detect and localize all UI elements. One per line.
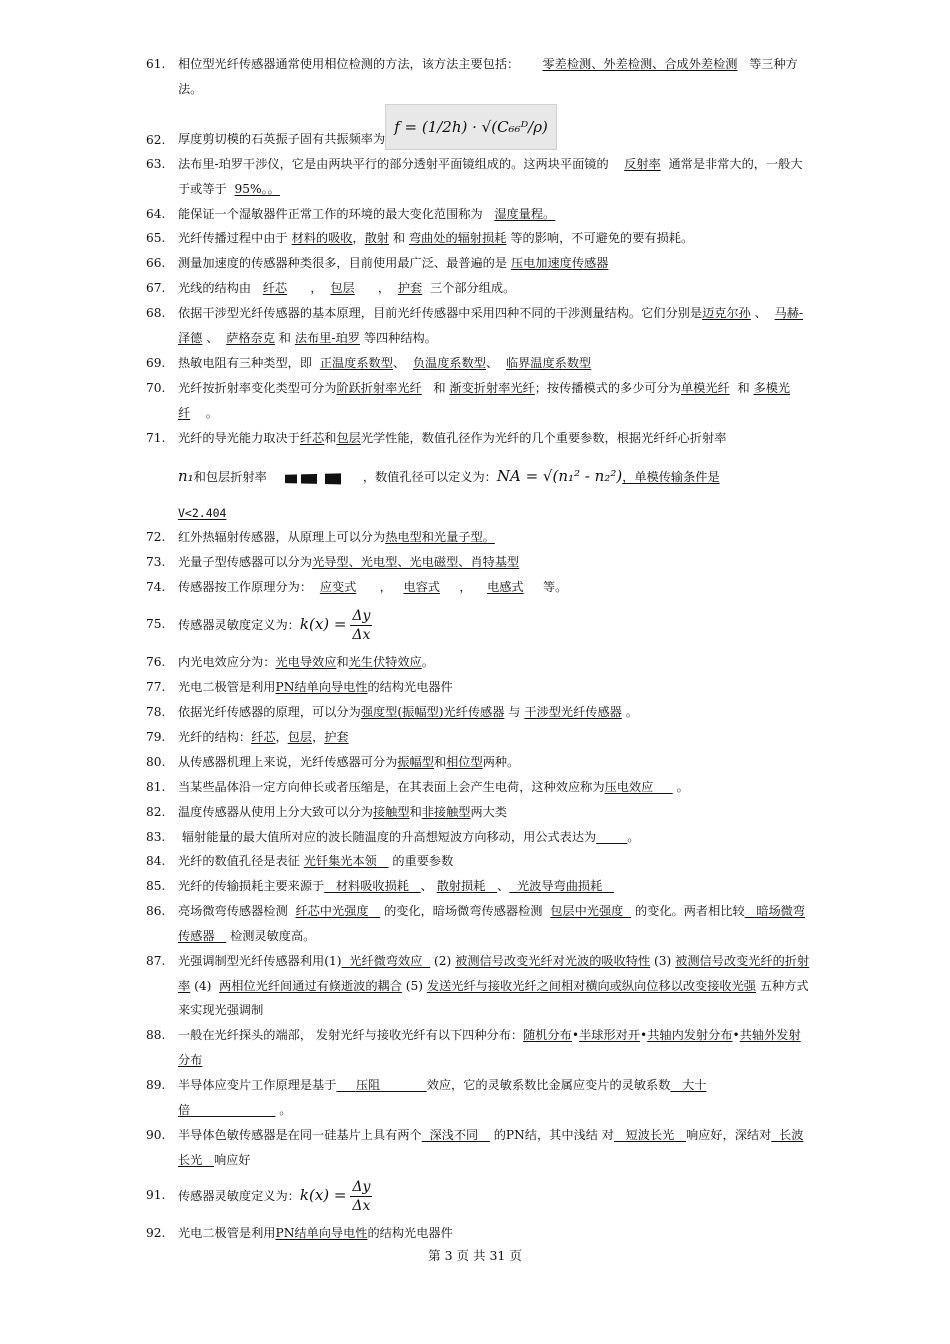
question-text: (2) xyxy=(434,954,452,968)
answer-text: 发送光纤与接收光纤之间相对横向或纵向位移以改变接收光强 xyxy=(426,978,756,993)
answer-text: V<2.404 xyxy=(178,506,227,520)
answer-text: 光电导效应 xyxy=(275,655,337,669)
question-text: 光纤的结构： xyxy=(178,730,252,744)
item-number: 80. xyxy=(146,755,166,769)
fraction xyxy=(350,607,372,644)
answer-text: 渐变折射率光纤 xyxy=(449,381,535,395)
answer-text: 包层 xyxy=(330,281,355,295)
question-text: 。 xyxy=(676,780,689,794)
question-text: 等的影响，不可避免的要有损耗。 xyxy=(510,231,694,245)
item-number: 72. xyxy=(146,530,166,544)
item-number: 83. xyxy=(146,830,166,844)
list-item xyxy=(146,1221,810,1246)
answer-text: 光波导弯曲损耗 xyxy=(517,879,603,893)
question-text: 光纤的数值孔径是表征 xyxy=(178,854,300,868)
list-item: 80. 从传感器机理上来说，光纤传感器可分为振幅型和相位型两种。 xyxy=(146,750,810,775)
item-number: 85. xyxy=(146,879,166,893)
answer-text: 压电效应 xyxy=(604,780,654,794)
answer-text: 阶跃折射率光纤 xyxy=(336,381,422,395)
question-text: 测量加速度的传感器种类很多，目前使用最广泛、最普遍的是 xyxy=(178,256,508,270)
question-text: 从传感器机理上来说，光纤传感器可分为 xyxy=(178,755,398,769)
answer-text: 被测信号改变光纤对光波的吸收特性 xyxy=(455,954,651,968)
question-text: 传感器灵敏度定义为： xyxy=(178,618,300,632)
list-item: 65. 光纤传播过程中由于 材料的吸收，散射 和 弯曲处的辐射损耗 等的影响，不可避免的要有损耗。 xyxy=(146,226,810,251)
item-number: 71. xyxy=(146,431,166,445)
answer-text: 压电加速度传感器 xyxy=(510,256,609,270)
list-item: 85. 光纤的传输损耗主要来源于 材料吸收损耗 、 散射损耗 、 光波导弯曲损耗 xyxy=(146,874,810,899)
list-item xyxy=(146,251,810,276)
answer-text: 护套 xyxy=(324,730,349,744)
question-text: 检测灵敏度高。 xyxy=(230,928,316,943)
item-number: 62. xyxy=(146,133,166,147)
question-text: 光纤按折射率变化类型可分为 xyxy=(178,381,337,395)
answer-text: 振幅型 xyxy=(397,755,434,769)
answer-text: 马赫-泽德 xyxy=(178,306,804,345)
answer-text: 材料吸收损耗 xyxy=(335,879,409,893)
answer-text: 纤芯 xyxy=(262,281,288,295)
question-text: 辐射能量的最大值所对应的波长随温度的升高想短波方向移动，用公式表达为 xyxy=(181,830,597,844)
question-text: (3) xyxy=(654,954,672,968)
list-item xyxy=(146,202,810,227)
item-number: 68. xyxy=(146,306,166,320)
answer-text: 共轴外发射分布 xyxy=(178,1028,801,1067)
numerator: Δy xyxy=(352,608,371,624)
list-item: 70. 光纤按折射率变化类型可分为阶跃折射率光纤 和 渐变折射率光纤；按传播模式的多少可分为单模光纤 和 多模光纤 。 xyxy=(146,376,810,425)
answer-text: 包层中光强度 xyxy=(550,904,624,918)
answer-text: 大十倍 xyxy=(178,1078,707,1117)
question-text: 亮场微弯传感器检测 xyxy=(178,904,288,918)
item-number: 65. xyxy=(146,231,166,245)
fraction xyxy=(350,1178,372,1215)
answer-text: 电感式 xyxy=(487,580,524,594)
answer-text: 压阻 xyxy=(355,1078,381,1092)
list-item xyxy=(146,52,810,101)
question-text: 五种方式来实现光强调制 xyxy=(178,978,809,1017)
formula: k(x) = xyxy=(299,1186,347,1204)
item-number: 79. xyxy=(146,730,166,744)
question-text: 光纤传播过程中由于 xyxy=(178,231,288,245)
answer-text: PN结单向导电性 xyxy=(275,680,368,694)
question-text: 厚度剪切模的石英振子固有共振频率为 xyxy=(178,131,386,146)
formula: NA = √(n₁² - n₂²) xyxy=(496,467,623,485)
item-number: 77. xyxy=(146,680,166,694)
list-item: 74. 传感器按工作原理分为： 应变式 ， 电容式 ， 电感式 等。 xyxy=(146,575,810,600)
question-text: ，单模传输条件是 xyxy=(622,470,720,484)
question-text: 光电二极管是利用 xyxy=(178,680,276,694)
answer-text: 单模光纤 xyxy=(681,381,730,395)
answer-text: 光生伏特效应 xyxy=(348,655,422,669)
answer-text: 散射 xyxy=(364,231,390,245)
answer-text: 护套 xyxy=(397,281,423,295)
formula: k(x) = xyxy=(299,615,347,633)
question-text: 的结构光电器件 xyxy=(367,1226,453,1240)
item-number: 84. xyxy=(146,854,166,868)
list-item xyxy=(146,1123,810,1172)
answer-text: 多模光纤 xyxy=(178,381,791,420)
list-item xyxy=(146,1073,810,1122)
item-number: 73. xyxy=(146,555,166,569)
answer-text: 光导型、光电型、光电磁型、肖特基型 xyxy=(312,555,520,569)
question-text: 热敏电阻有三种类型，即 xyxy=(178,356,313,370)
question-text: 和包层折射率 xyxy=(193,470,267,484)
item-number: 74. xyxy=(146,580,166,594)
item-number: 81. xyxy=(146,780,166,794)
question-text: 。 xyxy=(625,705,638,719)
math-symbol: n₁ xyxy=(178,467,194,485)
answer-text: 弯曲处的辐射损耗 xyxy=(409,231,507,245)
answer-text: 包层 xyxy=(336,431,361,445)
denominator: Δx xyxy=(352,1198,371,1214)
question-text: 三个部分组成。 xyxy=(430,281,516,295)
answer-text: 光纤微弯效应 xyxy=(349,954,423,968)
answer-text: 散射损耗 xyxy=(436,879,486,893)
answer-text: 深浅不同 xyxy=(429,1128,479,1142)
answer-text: 正温度系数型 xyxy=(319,356,393,370)
question-text: 光电二极管是利用 xyxy=(178,1226,276,1240)
answer-text: 暗场微弯传感器 xyxy=(178,904,806,943)
item-number: 64. xyxy=(146,207,166,221)
answer-text: 热电型和光量子型。 xyxy=(385,530,495,544)
question-text: 当某些晶体沿一定方向伸长或者压缩是，在其表面上会产生电荷，这种效应称为 xyxy=(178,780,605,794)
list-item xyxy=(146,675,810,700)
list-item: 67. 光线的结构由 纤芯 ， 包层 ， 护套 三个部分组成。 xyxy=(146,276,810,301)
answer-text: 萨格奈克 xyxy=(226,330,275,345)
denominator: Δx xyxy=(352,627,371,643)
question-text: 等三种方法。 xyxy=(178,57,798,96)
item-number: 75. xyxy=(146,617,166,631)
item-number: 61. xyxy=(146,57,166,71)
answer-text: 应变式 xyxy=(319,580,357,594)
question-text: 光纤的导光能力取决于 xyxy=(178,431,300,445)
list-item xyxy=(146,775,810,800)
item-number: 92. xyxy=(146,1226,166,1240)
answer-text: 半球形对开 xyxy=(579,1028,641,1042)
question-text: 的PN结，其中浅结 对 xyxy=(493,1128,614,1142)
answer-text: PN结单向导电性 xyxy=(275,1226,368,1240)
answer-blank xyxy=(596,830,627,844)
answer-text: 湿度量程。 xyxy=(494,207,556,221)
question-text: 光学性能，数值孔径作为光纤的几个重要参数，根据光纤纤心折射率 xyxy=(360,431,727,445)
question-text: 。 xyxy=(627,830,640,844)
answer-text: 电容式 xyxy=(403,580,440,594)
question-text: 红外热辐射传感器，从原理上可以分为 xyxy=(178,530,386,544)
answer-text: 干涉型光纤传感器 xyxy=(524,705,622,719)
list-item-continuation xyxy=(146,462,810,491)
answer-text: 相位型 xyxy=(446,755,483,769)
question-text: 能保证一个湿敏器件正常工作的环境的最大变化范围称为 xyxy=(178,207,483,221)
question-text: 的变化，暗场微弯传感器检测 xyxy=(384,904,543,918)
answer-text: 法布里-珀罗 xyxy=(294,330,360,345)
garbled-symbol-image xyxy=(285,471,345,485)
page-footer: 第 3 页 共 31 页 xyxy=(428,1248,522,1263)
answer-text: 材料的吸收 xyxy=(291,231,353,245)
numerator: Δy xyxy=(352,1179,371,1195)
question-text: 响应好 xyxy=(214,1152,251,1167)
answer-text: 共轴内发射分布 xyxy=(647,1028,733,1042)
answer-text: 纤芯 xyxy=(299,431,325,445)
list-item xyxy=(146,1173,810,1218)
answer-text: 95%。。 xyxy=(234,181,280,196)
item-number: 78. xyxy=(146,705,166,719)
question-text: 通常是非常大的，一般大于或等于 xyxy=(178,157,803,196)
answer-text: 迈克尔孙 xyxy=(702,306,751,320)
question-text: 的变化。两者相比较 xyxy=(635,904,745,918)
question-text: 光强调制型光纤传感器利用(1) xyxy=(178,954,342,968)
answer-text: 两相位光纤间通过有倏逝波的耦合 xyxy=(219,978,402,993)
answer-text: 随机分布 xyxy=(523,1028,572,1042)
question-text: (5) xyxy=(405,978,424,993)
list-item xyxy=(146,152,810,201)
question-text: 温度传感器从使用上分大致可以分为 xyxy=(178,805,373,819)
question-text: 依据干涉型光纤传感器的基本原理，目前光纤传感器中采用四种不同的干涉测量结构。它们分别是 xyxy=(178,306,703,320)
question-text: 。 xyxy=(421,655,434,669)
item-number: 66. xyxy=(146,256,166,270)
question-text: ，数值孔径可以定义为： xyxy=(362,470,497,484)
list-item xyxy=(146,104,810,150)
answer-text: 纤芯 xyxy=(251,730,276,744)
list-item xyxy=(146,849,810,874)
question-text: 光量子型传感器可以分为 xyxy=(178,555,313,569)
item-number: 88. xyxy=(146,1028,166,1042)
list-item xyxy=(146,602,810,647)
answer-text: 临界温度系数型 xyxy=(505,356,592,370)
question-text: 。 xyxy=(205,405,218,420)
answer-text: 反射率 xyxy=(624,157,661,171)
question-text: 的结构光电器件 xyxy=(367,680,453,694)
question-text: (4) xyxy=(194,978,212,993)
list-item: 68. 依据干涉型光纤传感器的基本原理，目前光纤传感器中采用四种不同的干涉测量结构。它们分别是迈克尔孙 、 马赫-泽德 、 萨格奈克 和 法布里-珀罗 等四种结构。 xyxy=(146,301,810,350)
list-item xyxy=(146,825,810,850)
item-number: 91. xyxy=(146,1188,166,1202)
question-text: 两大类 xyxy=(470,805,508,819)
answer-text: 光钎集光本领 xyxy=(303,854,377,868)
answer-text: 纤芯中光强度 xyxy=(295,904,369,918)
list-item xyxy=(146,550,810,575)
item-number: 86. xyxy=(146,904,166,918)
item-number: 70. xyxy=(146,381,166,395)
item-number: 82. xyxy=(146,805,166,819)
question-text: 响应好，深结对 xyxy=(686,1128,772,1142)
list-item: 88. 一般在光纤探头的端部， 发射光纤与接收光纤有以下四种分布：随机分布•半球形对开•共轴内发射分布•共轴外发射分布 xyxy=(146,1023,810,1072)
answer-text: 被测信号改变光纤的折射率 xyxy=(178,954,810,993)
item-number: 76. xyxy=(146,655,166,669)
question-text: 传感器灵敏度定义为： xyxy=(178,1189,300,1203)
question-text: 的重要参数 xyxy=(392,854,454,868)
answer-text: 接触型 xyxy=(373,805,410,819)
answer-text: 非接触型 xyxy=(421,805,471,819)
list-item xyxy=(146,525,810,550)
question-text: 等。 xyxy=(543,580,568,594)
item-number: 67. xyxy=(146,281,166,295)
answer-text: 长波长光 xyxy=(178,1128,804,1167)
question-text: 与 xyxy=(508,705,521,719)
list-item xyxy=(146,899,810,948)
question-text: 半导体色敏传感器是在同一硅基片上具有两个 xyxy=(178,1128,422,1142)
question-text: 。 xyxy=(279,1102,292,1117)
question-text: 相位型光纤传感器通常使用相位检测的方法，该方法主要包括： xyxy=(178,57,520,71)
list-item: 76. 内光电效应分为：光电导效应和光生伏特效应。 xyxy=(146,650,810,675)
item-number: 90. xyxy=(146,1128,166,1142)
question-text: 内光电效应分为： xyxy=(178,655,276,669)
formula-image: f = (1/2h) · √(C₆₆ᴰ/ρ) xyxy=(385,104,557,150)
item-number: 87. xyxy=(146,954,166,968)
answer-text: 强度型(振幅型)光纤传感器 xyxy=(360,705,505,719)
answer-text: 零差检测、外差检测、合成外差检测 xyxy=(542,57,738,71)
list-item: 82. 温度传感器从使用上分大致可以分为接触型和非接触型两大类 xyxy=(146,800,810,825)
item-number: 69. xyxy=(146,356,166,370)
question-text: 半导体应变片工作原理是基于 xyxy=(178,1078,337,1092)
list-item xyxy=(146,700,810,725)
list-item-continuation xyxy=(146,501,810,526)
list-item: 69. 热敏电阻有三种类型，即 正温度系数型、 负温度系数型、 临界温度系数型 xyxy=(146,351,810,376)
list-item: 79. 光纤的结构：纤芯，包层，护套 xyxy=(146,725,810,750)
question-text: 光纤的传输损耗主要来源于 xyxy=(178,879,325,893)
answer-text: 短波长光 xyxy=(625,1128,675,1142)
question-text: 法布里-珀罗干涉仪，它是由两块平行的部分透射平面镜组成的。这两块平面镜的 xyxy=(178,157,609,171)
question-text: ；按传播模式的多少可分为 xyxy=(534,381,681,395)
list-item: 71. 光纤的导光能力取决于纤芯和包层光学性能，数值孔径作为光纤的几个重要参数，根据光纤纤心折射率 xyxy=(146,426,810,451)
question-text: 两种。 xyxy=(482,755,520,769)
question-text: 效应，它的灵敏系数比金属应变片的灵敏系数 xyxy=(426,1078,671,1092)
question-text: 光线的结构由 xyxy=(178,281,252,295)
list-item xyxy=(146,949,810,1023)
answer-text: 负温度系数型 xyxy=(412,356,486,370)
question-text: 一般在光纤探头的端部， 发射光纤与接收光纤有以下四种分布： xyxy=(178,1028,524,1042)
question-text: 依据光纤传感器的原理，可以分为 xyxy=(178,705,361,719)
question-text: 等四种结构。 xyxy=(363,330,437,345)
question-text: 传感器按工作原理分为： xyxy=(178,580,313,594)
item-number: 63. xyxy=(146,157,166,171)
answer-text: 包层 xyxy=(287,730,313,744)
item-number: 89. xyxy=(146,1078,166,1092)
